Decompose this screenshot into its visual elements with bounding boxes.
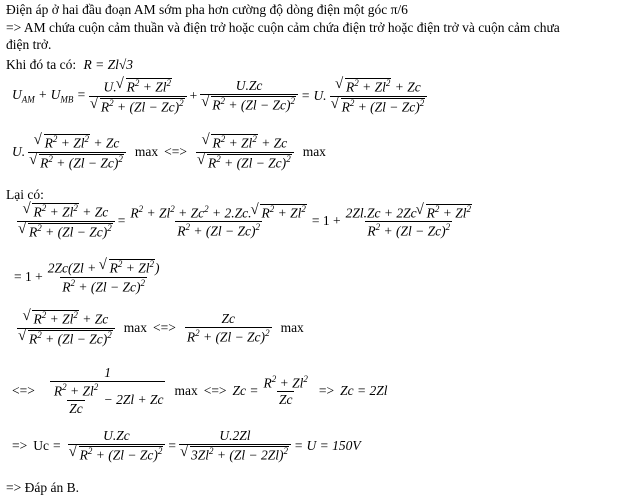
arrow-symbol: => [318,383,335,398]
result-u: = U = 150V [293,437,361,453]
equation-6: <=> 1 $\frac{R^2 + Zl^2}{Zc}$ − 2Zl + Zc max <=> Zc = $\frac{R^2 + Zl^2}{Zc}$ => Zc = 2Zl [12,365,388,416]
text-line-4 [6,57,133,73]
answer-line: => Đáp án B. [6,480,79,495]
text-line-1: Điện áp ở hai đầu đoạn AM sớm pha hơn cường độ dòng điện một góc π/6 [6,2,408,17]
result-zc: Zc = 2Zl [340,383,388,398]
arrow-symbol: => [12,437,28,453]
equation-3: √ $R^2 + Zl^2 + Zc$ √ $R^2 + (Zl - Zc)^2$ = $\frac{R^2 + Zl^2 + Zc^2 + 2.Zc.√ R^2 + Zl^2}{R^2 + (Zl - Zc)^2}$ = 1 + $\frac{2Zl.Zc + 2Zc√ R^2 + Zl^2}{R^2 + (Zl - Zc)^2}$ [14,203,477,239]
iff-symbol: <=> [12,383,35,398]
text-line-3: điện trở. [6,37,52,52]
iff-symbol: <=> [164,144,187,160]
text-line-2: => AM chứa cuộn cảm thuần và điện trở hoặc cuộn cảm chứa điện trở hoặc điện trở và cuộn cảm chưa [6,20,560,35]
max-label: max [174,383,198,398]
max-label: max [134,144,159,160]
equation-1: $U_{AM} + U_{MB}$ = U.√ $R^2 + Zl^2$ √ $R^2 + (Zl - Zc)^2$ + U.Zc √ $R^2 + (Zl - Zc)^2$ = U. √ $R^2 + Zl^2 + Zc$ √ $R^2 + (Zl - Zc)^2$ [12,78,430,114]
equation-2: U. √ $R^2 + Zl^2 + Zc$ √ $R^2 + (Zl - Zc)^2$ max <=> √ $R^2 + Zl^2 + Zc$ √ $R^2 + (Zl - Zc)^2$ max [12,134,326,170]
max-label: max [280,320,304,336]
iff-symbol: <=> [152,320,176,336]
iff-symbol: <=> [203,383,227,398]
max-label: max [302,144,326,160]
lai-co-label: Lại có: [6,187,44,202]
uc-label: Uc [33,437,49,453]
equation-7: => Uc = U.Zc √ $R^2 + (Zl - Zc)^2$ = U.2Zl √ $3Zl^2 + (Zl - 2Zl)^2$ = U = 150V [12,429,361,463]
equation-5: √ $R^2 + Zl^2 + Zc$ √ $R^2 + (Zl - Zc)^2$ max <=> $\frac{Zc}{R^2 + (Zl - Zc)^2}$ max [14,310,304,346]
khi-do-label: Khi đó ta có: [6,57,77,72]
equation-4: = 1 + $\frac{2Zc(Zl + √ R^2 + Zl^2)}{R^2 + (Zl - Zc)^2}$ [14,259,164,294]
max-label: max [123,320,147,336]
r-equation: R = Zl√3 [83,57,134,72]
